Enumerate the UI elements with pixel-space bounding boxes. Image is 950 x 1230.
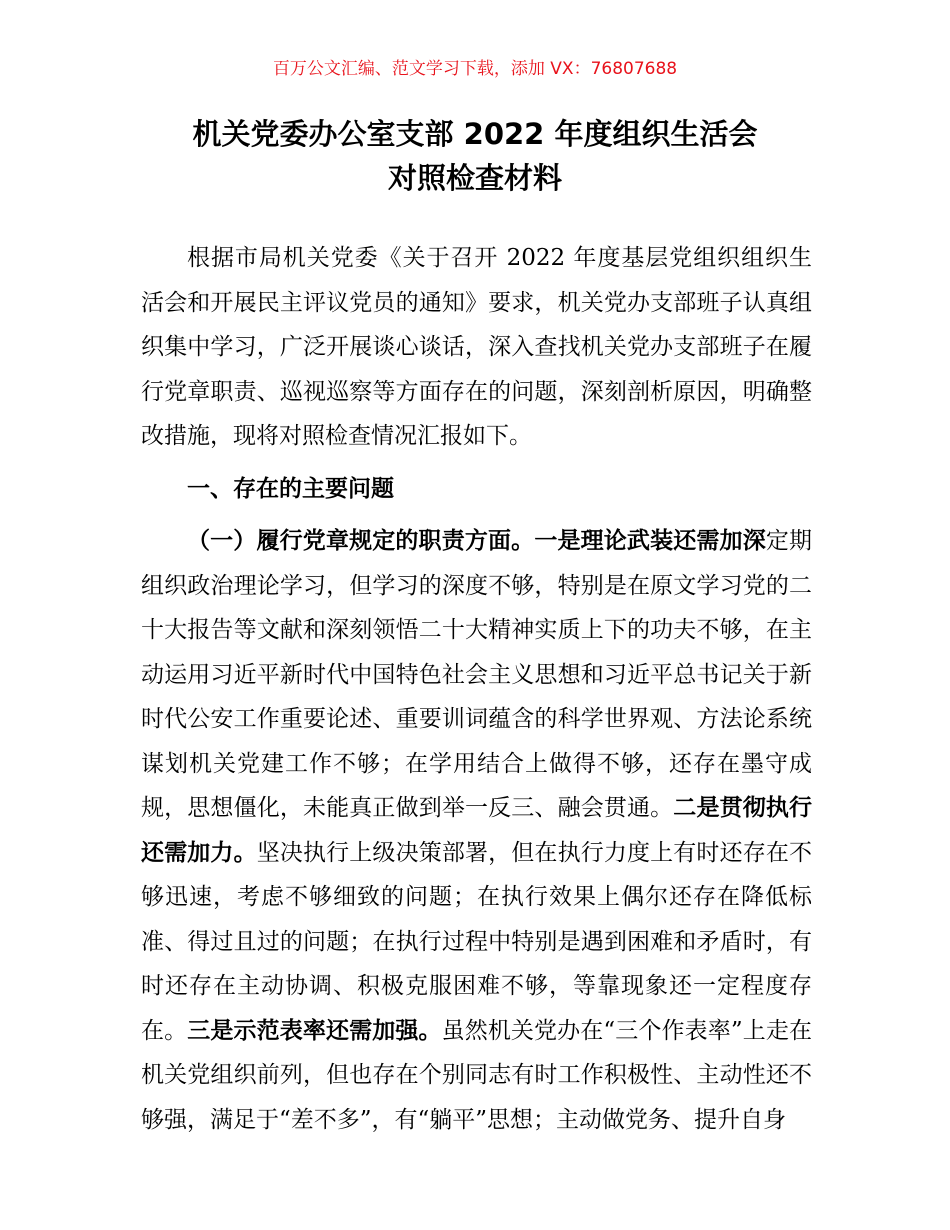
point-1-label: 一是理论武装还需加深: [534, 528, 766, 554]
title-line-1: 机关党委办公室支部 2022 年度组织生活会: [192, 117, 758, 151]
intro-paragraph: 根据市局机关党委《关于召开 2022 年度基层党组织组织生活会和开展民主评议党员的通知》要求，机关党办支部班子认真组织集中学习，广泛开展谈心谈话，深入查找机关党办支部班子在履行党章职责、巡视巡察等方面存在的问题，深刻剖析原因，明确整改措施，现将对照检查情况汇报如下。: [141, 245, 812, 449]
subsection-paragraph: [141, 519, 812, 1142]
point-1-text: 定期组织政治理论学习，但学习的深度不够，特别是在原文学习党的二十大报告等文献和深刻领悟二十大精神实质上下的功夫不够，在主动运用习近平新时代中国特色社会主义思想和习近平总书记关于新时代公安工作重要论述、重要训词蕴含的科学世界观、方法论系统谋划机关党建工作不够；在学用结合上做得不够，还存在墨守成规，思想僵化，未能真正做到举一反三、融会贯通。: [141, 528, 813, 821]
subsection-heading: （一）履行党章规定的职责方面。: [187, 528, 535, 554]
title-line-2: 对照检查材料: [387, 161, 562, 195]
document-title: [0, 112, 950, 200]
section-heading: 一、存在的主要问题: [187, 475, 394, 502]
point-2-text: 坚决执行上级决策部署，但在执行力度上有时还存在不够迅速，考虑不够细致的问题；在执行效果上偶尔还存在降低标准、得过且过的问题；在执行过程中特别是遇到困难和矛盾时，有时还存在主动协调、积极克服困难不够，等靠现象还一定程度存在。: [141, 839, 813, 1044]
point-3-text: 虽然机关党办在“三个作表率”上走在机关党组织前列，但也存在个别同志有时工作积极性、主动性还不够强，满足于“差不多”，有“躺平”思想；主动做党务、提升自身: [141, 1017, 813, 1133]
point-2-label: 二是贯彻执行还需加力。: [141, 795, 813, 866]
document-body: [141, 236, 812, 1142]
point-3-label: 三是示范表率还需加强。: [187, 1017, 442, 1044]
header-contact-note: 百万公文汇编、范文学习下载，添加 VX：76807688: [272, 59, 678, 79]
